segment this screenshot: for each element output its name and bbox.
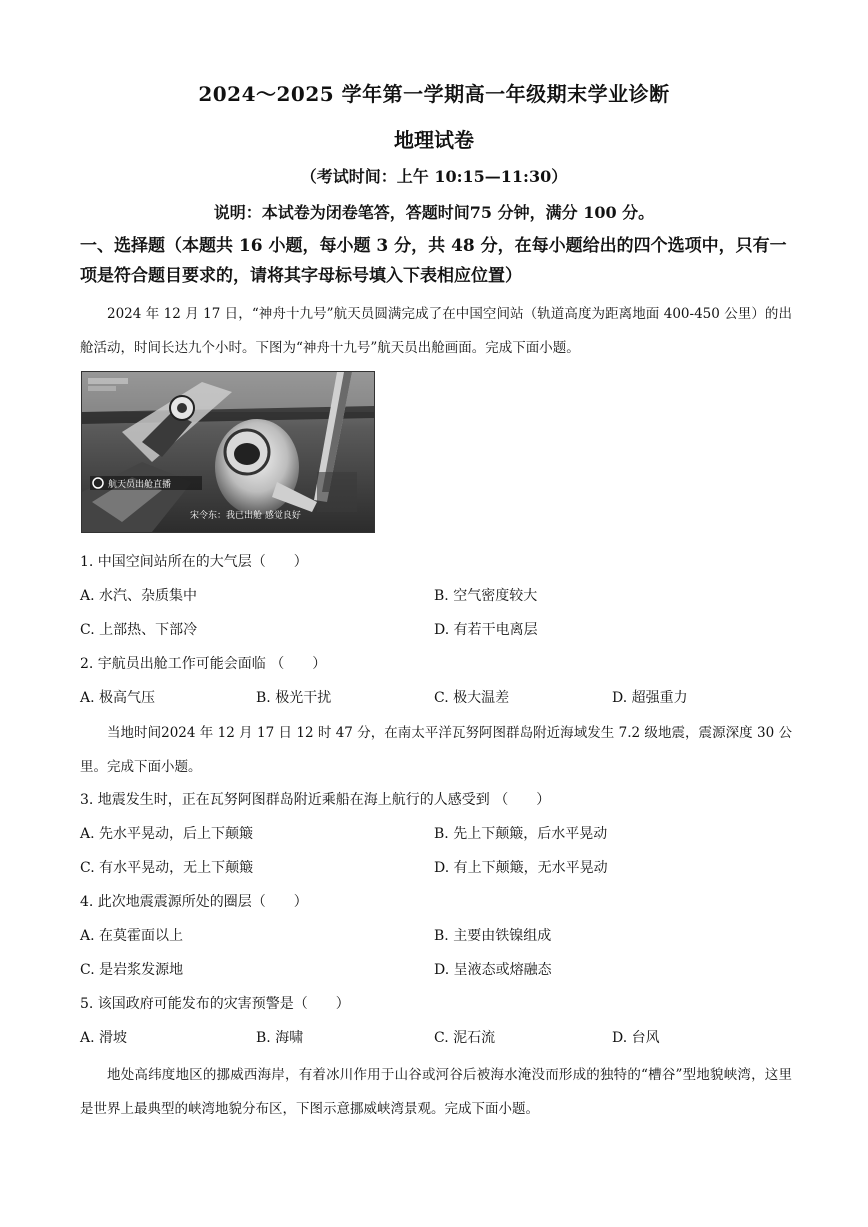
photo-caption-top: 航天员出舱直播 [108,480,172,490]
q4-option-a[interactable]: A. 在莫霍面以上 [80,928,184,944]
question-1: 1. 中国空间站所在的大气层（ ） [80,554,308,570]
q1-option-a[interactable]: A. 水汽、杂质集中 [80,588,198,604]
q4-option-c[interactable]: C. 是岩浆发源地 [80,962,184,978]
q1-option-d[interactable]: D. 有若干电离层 [434,622,538,638]
q4-option-d[interactable]: D. 呈液态或熔融态 [434,962,552,978]
q5-option-a[interactable]: A. 滑坡 [80,1030,128,1046]
section-heading: 一、选择题（本题共 16 小题，每小题 3 分，共 48 分，在每小题给出的四个选项中，只有一项是符合题目要求的，请将其字母标号填入下表相应位置） [80,236,787,286]
q5-option-b[interactable]: B. 海啸 [256,1030,304,1046]
exam-time: （考试时间：上午 10:15—11:30） [300,167,568,186]
question-3: 3. 地震发生时，正在瓦努阿图群岛附近乘船在海上航行的人感受到 （ ） [80,792,551,808]
q3-option-c[interactable]: C. 有水平晃动，无上下颠簸 [80,860,254,876]
passage-spacewalk: 2024 年 12 月 17 日，“神舟十九号”航天员圆满完成了在中国空间站（轨道高度为距离地面 400-450 公里）的出舱活动，时间长达九个小时。下图为“神舟十九号”航天员出舱画面。完成下面小题。 [80,306,792,356]
photo-caption-bottom: 宋令东：我已出舱 感觉良好 [190,511,301,521]
q1-option-b[interactable]: B. 空气密度较大 [434,588,538,604]
passage-earthquake: 当地时间2024 年 12 月 17 日 12 时 47 分，在南太平洋瓦努阿图群岛附近海域发生 7.2 级地震，震源深度 30 公里。完成下面小题。 [80,725,792,775]
q3-option-a[interactable]: A. 先水平晃动，后上下颠簸 [80,826,254,842]
q3-option-b[interactable]: B. 先上下颠簸，后水平晃动 [434,826,608,842]
q3-option-d[interactable]: D. 有上下颠簸，无水平晃动 [434,860,608,876]
passage-fjord: 地处高纬度地区的挪威西海岸，有着冰川作用于山谷或河谷后被海水淹没而形成的独特的“槽谷”型地貌峡湾，这里是世界上最典型的峡湾地貌分布区，下图示意挪威峡湾景观。完成下面小题。 [80,1067,792,1117]
q2-option-d[interactable]: D. 超强重力 [612,690,688,706]
exam-instructions: 说明：本试卷为闭卷笔答，答题时间75 分钟，满分 100 分。 [213,203,655,222]
exam-subject: 地理试卷 [394,128,474,152]
q5-option-c[interactable]: C. 泥石流 [434,1030,496,1046]
q1-option-c[interactable]: C. 上部热、下部冷 [80,622,198,638]
q2-option-b[interactable]: B. 极光干扰 [256,690,332,706]
exam-title: 2024～2025 学年第一学期高一年级期末学业诊断 [198,82,670,106]
question-2: 2. 宇航员出舱工作可能会面临 （ ） [80,656,327,672]
q4-option-b[interactable]: B. 主要由铁镍组成 [434,928,552,944]
q2-option-a[interactable]: A. 极高气压 [80,690,156,706]
astronaut-photo [81,371,375,533]
q2-option-c[interactable]: C. 极大温差 [434,690,510,706]
question-5: 5. 该国政府可能发布的灾害预警是（ ） [80,996,350,1012]
question-4: 4. 此次地震震源所处的圈层（ ） [80,894,308,910]
q5-option-d[interactable]: D. 台风 [612,1030,660,1046]
